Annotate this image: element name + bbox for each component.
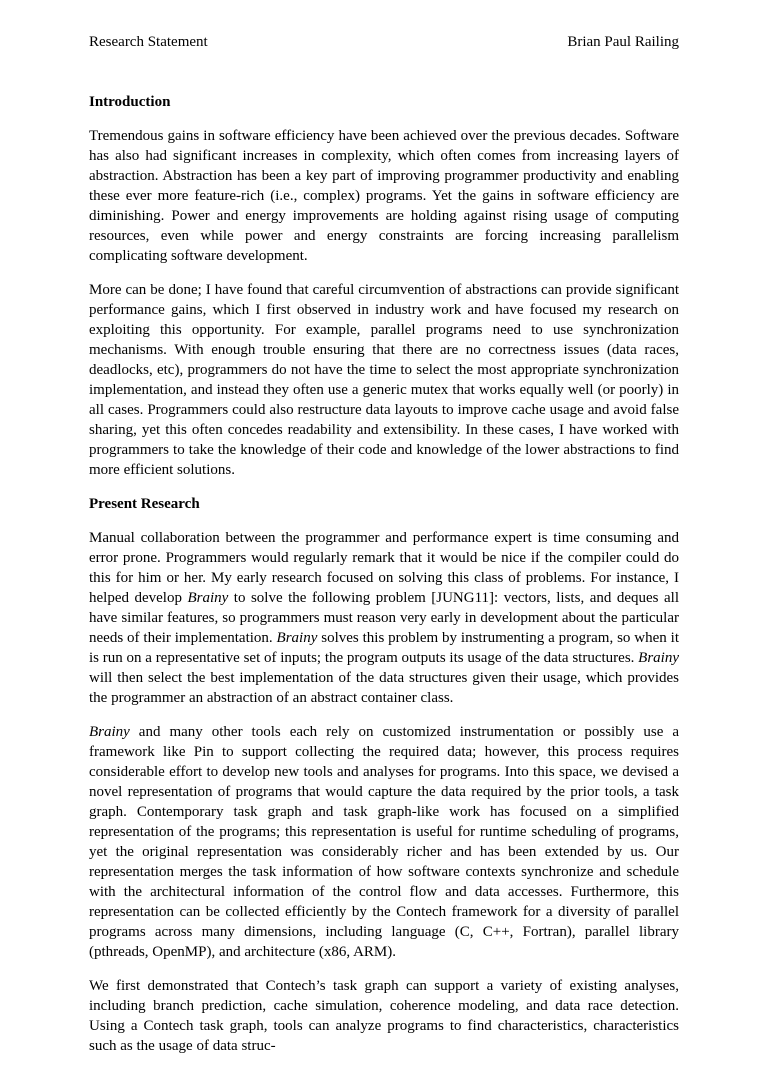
paragraph: We first demonstrated that Contech’s task graph can support a variety of existing analyses, including branch prediction, cache simulation, coherence modeling, and data race detection. Using a Contech task graph, tools can analyze programs to find characteristics, characteristics such as the usage of data struc- bbox=[89, 978, 679, 1054]
page-header bbox=[89, 34, 679, 54]
header-title: Research Statement bbox=[89, 34, 208, 50]
paragraph: Brainy and many other tools each rely on customized instrumentation or possibly use a framework like Pin to support collecting the required data; however, this process requires considerable effort to develop new tools and analyses for programs. Into this space, we devised a novel representation of programs that would capture the data required by the prior tools, a task graph. Contemporary task graph and task graph-like work has focused on a simplified representation of the programs; this representation is useful for runtime scheduling of programs, yet the original representation was considerably richer and has been extended by us. Our representation merges the task information of how software contexts synchronize and schedule with the architectural information of the control flow and data accesses. Furthermore, this representation can be collected efficiently by the Contech framework for a diversity of parallel programs across many dimensions, including language (C, C++, Fortran), parallel library (pthreads, OpenMP), and architecture (x86, ARM). bbox=[89, 724, 679, 960]
paragraph: Tremendous gains in software efficiency have been achieved over the previous decades. Software has also had significant increases in complexity, which often comes from increasing layers of abstraction. Abstraction has been a key part of improving programmer productivity and enabling these ever more feature-rich (i.e., complex) programs. Yet the gains in software efficiency are diminishing. Power and energy improvements are holding against rising usage of computing resources, even while power and energy constraints are forcing increasing parallelism complicating software development. bbox=[89, 128, 679, 264]
section-heading-introduction: Introduction bbox=[89, 94, 171, 110]
paragraph: More can be done; I have found that careful circumvention of abstractions can provide significant performance gains, which I first observed in industry work and have focused my research on exploiting this opportunity. For example, parallel programs need to use synchronization mechanisms. With enough trouble ensuring that there are no correctness issues (data races, deadlocks, etc), programmers do not have the time to select the most appropriate synchronization implementation, and instead they often use a generic mutex that works equally well (or poorly) in all cases. Programmers could also restructure data layouts to improve cache usage and avoid false sharing, yet this often concedes readability and extensibility. In these cases, I have worked with programmers to take the knowledge of their code and knowledge of the lower abstractions to find more efficient solutions. bbox=[89, 282, 679, 478]
document-body bbox=[89, 92, 679, 1070]
header-author: Brian Paul Railing bbox=[567, 34, 679, 50]
section-heading-present-research: Present Research bbox=[89, 496, 200, 512]
paragraph: Manual collaboration between the programmer and performance expert is time consuming and error prone. Programmers would regularly remark that it would be nice if the compiler could do this for him or her. My early research focused on solving this class of problems. For instance, I helped develop Brainy to solve the following problem [JUNG11]: vectors, lists, and deques all have similar features, so programmers must reason very early in development about the particular needs of their implementation. Brainy solves this problem by instrumenting a program, so when it is run on a representative set of inputs; the program outputs its usage of the data structures. Brainy will then select the best implementation of the data structures given their usage, which provides the programmer an abstraction of an abstract container class. bbox=[89, 530, 680, 706]
